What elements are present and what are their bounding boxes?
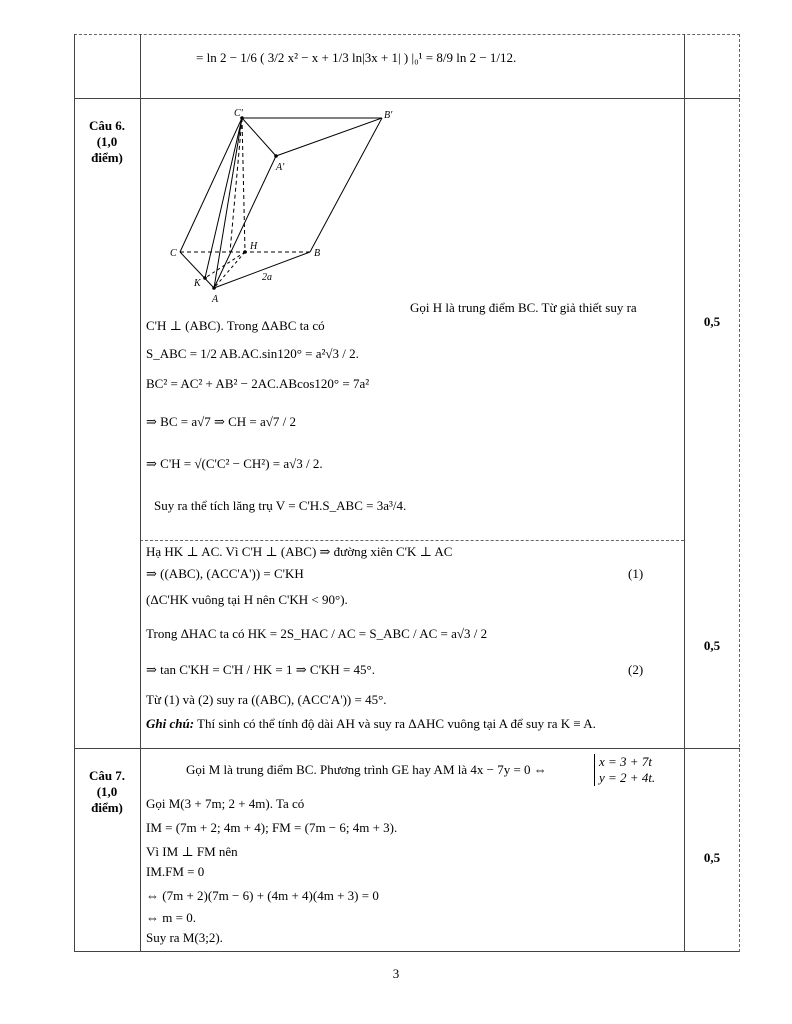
c6-p2-line5: ⇒ tan C'KH = C'H / HK = 1 ⇒ C'KH = 45°. [146, 662, 375, 677]
c7-line3: IM = (7m + 2; 4m + 4); FM = (7m − 6; 4m + 3). [146, 820, 398, 835]
label-a-prime: A' [276, 162, 285, 173]
label-2a: 2a [262, 272, 272, 283]
label-a: A [212, 294, 219, 305]
answer-table [74, 34, 740, 952]
label-b: B [314, 248, 321, 259]
c6-line6: ⇒ C'H = √(C'C² − CH²) = a√3 / 2. [146, 456, 323, 471]
c7-line7: ⇔ m = 0. [146, 910, 196, 925]
c6-p2-line6: Từ (1) và (2) suy ra ((ABC), (ACC'A')) = 45°. [146, 692, 387, 707]
c6-eq2: (2) [628, 662, 644, 677]
question-7-label: Câu 7. (1,0 điểm) [88, 768, 126, 815]
column-divider [140, 34, 141, 952]
label-h: H [250, 241, 258, 252]
row-divider [74, 748, 740, 749]
table-border-right [739, 34, 740, 952]
c7-line4: Vì IM ⊥ FM nên [146, 844, 238, 859]
integral-result: = ln 2 − 1/6 ( 3/2 x² − x + 1/3 ln|3x + 1| ) |₀¹ = 8/9 ln 2 − 1/12. [196, 50, 517, 65]
c6-line5: ⇒ BC = a√7 ⇒ CH = a√7 / 2 [146, 414, 297, 429]
row-divider [140, 540, 684, 541]
c6-line1: Gọi H là trung điểm BC. Từ giả thiết suy ra [410, 300, 637, 315]
note-label: Ghi chú: [146, 716, 195, 731]
c7-line8: Suy ra M(3;2). [146, 930, 223, 945]
c7-line1: Gọi M là trung điểm BC. Phương trình GE hay AM là 4x − 7y = 0 ⇔ [186, 762, 547, 777]
c6-note [146, 716, 596, 732]
c6-line2: C'H ⊥ (ABC). Trong ΔABC ta có [146, 318, 325, 333]
note-text: Thí sinh có thể tính độ dài AH và suy ra ΔAHC vuông tại A để suy ra K ≡ A. [194, 716, 596, 731]
prism-figure [170, 106, 410, 306]
row-divider [74, 98, 740, 99]
c6-p2-line1: Hạ HK ⊥ AC. Vì C'H ⊥ (ABC) ⇒ đường xiên C'K ⊥ AC [146, 544, 453, 559]
score-7: 0,5 [703, 850, 721, 865]
column-divider [684, 34, 685, 952]
c6-p2-line2: ⇒ ((ABC), (ACC'A')) = C'KH [146, 566, 304, 581]
c6-line3: S_ABC = 1/2 AB.AC.sin120° = a²√3 / 2. [146, 346, 359, 361]
c7-system: x = 3 + 7t y = 2 + 4t. [594, 754, 655, 786]
score-6a: 0,5 [703, 314, 721, 329]
c7-line2: Gọi M(3 + 7m; 2 + 4m). Ta có [146, 796, 305, 811]
page-number: 3 [392, 966, 400, 981]
label-c-prime: C' [234, 108, 243, 119]
c6-p2-line3: (ΔC'HK vuông tại H nên C'KH < 90°). [146, 592, 348, 607]
c6-line4: BC² = AC² + AB² − 2AC.ABcos120° = 7a² [146, 376, 370, 391]
label-k: K [194, 278, 201, 289]
table-border-top [74, 34, 740, 35]
label-c: C [170, 248, 177, 259]
score-6b: 0,5 [703, 638, 721, 653]
c7-line6: ⇔ (7m + 2)(7m − 6) + (4m + 4)(4m + 3) = 0 [146, 888, 379, 903]
c6-eq1: (1) [628, 566, 644, 581]
c6-p2-line4: Trong ΔHAC ta có HK = 2S_HAC / AC = S_ABC / AC = a√3 / 2 [146, 626, 488, 641]
c7-line5: IM.FM = 0 [146, 864, 205, 879]
label-b-prime: B' [384, 110, 393, 121]
table-border-bottom [74, 951, 740, 952]
c6-line7: Suy ra thể tích lăng trụ V = C'H.S_ABC = 3a³/4. [154, 498, 407, 513]
question-6-label: Câu 6. (1,0 điểm) [88, 118, 126, 165]
